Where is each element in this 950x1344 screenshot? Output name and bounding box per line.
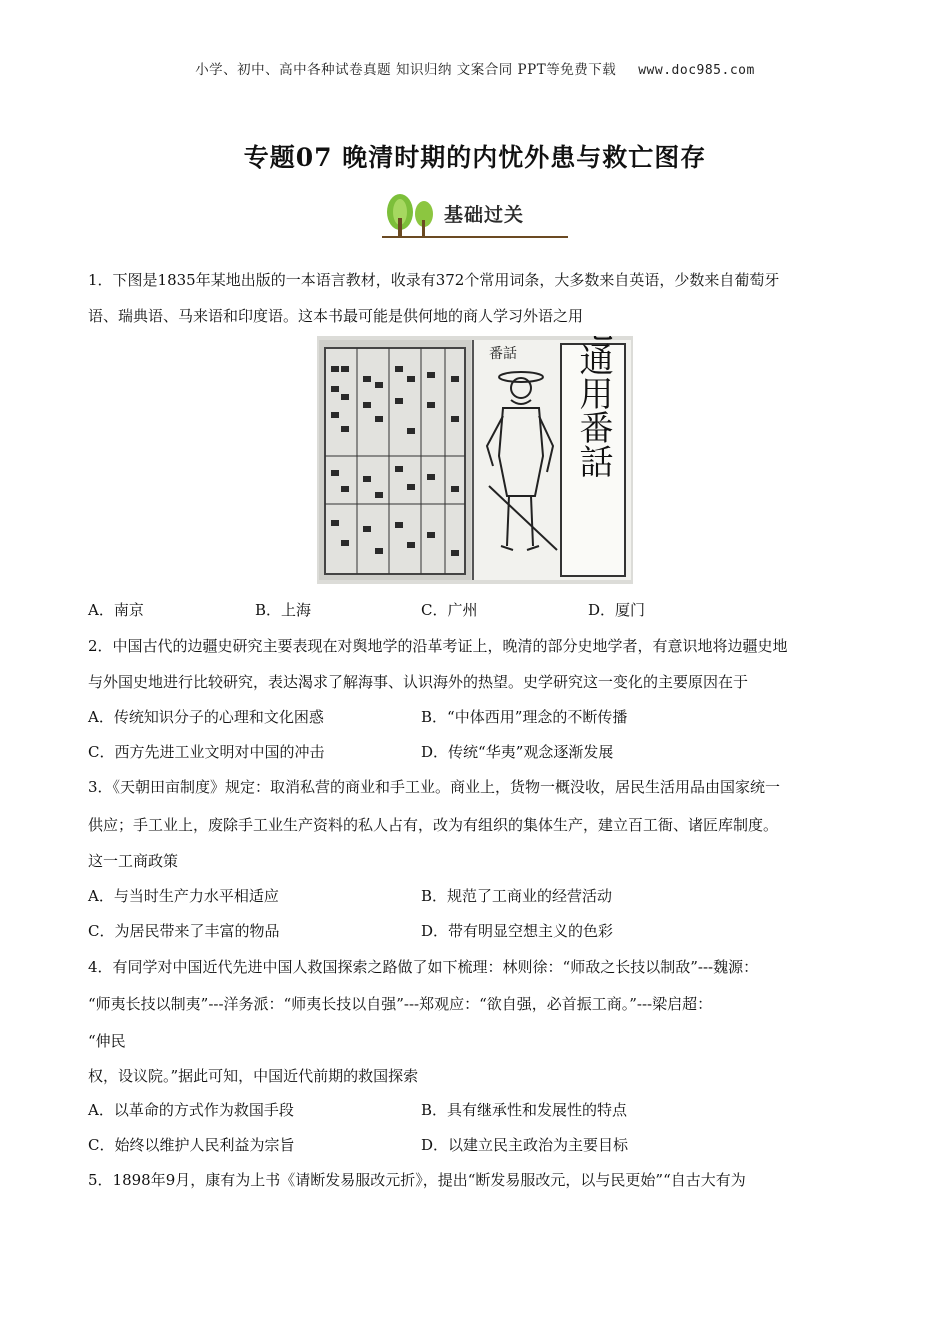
- question-4-line-1: 4．有同学对中国近代先进中国人救国探索之路做了如下梳理：林则徐：“师敌之长技以制敌”---魏源：: [88, 958, 759, 976]
- q2-option-d[interactable]: D．传统“华夷”观念逐渐发展: [421, 743, 614, 761]
- q1-option-a[interactable]: A．南京: [88, 601, 144, 619]
- q4-option-a[interactable]: A．以革命的方式作为救国手段: [88, 1101, 294, 1119]
- question-5-line-1: 5．1898年9月，康有为上书《请断发易服改元折》，提出“断发易服改元，以与民更始”“自古大有为: [88, 1171, 746, 1189]
- textbook-illustration: [317, 336, 633, 584]
- q3-option-a[interactable]: A．与当时生产力水平相适应: [88, 887, 279, 905]
- section-badge: [378, 190, 570, 242]
- q3-option-b[interactable]: B．规范了工商业的经营活动: [421, 887, 613, 905]
- question-4-line-3: “伸民: [88, 1032, 126, 1050]
- page-title: 专题07 晚清时期的内忧外患与救亡图存: [243, 143, 707, 172]
- q2-option-c[interactable]: C．西方先进工业文明对中国的冲击: [88, 743, 325, 761]
- question-4-line-2: “师夷长技以制夷”---洋务派：“师夷长技以自强”---郑观应：“欲自强，必首振工商。”---梁启超：: [88, 995, 713, 1013]
- header-text: 小学、初中、高中各种试卷真题 知识归纳 文案合同 PPT等免费下载: [195, 62, 617, 78]
- q4-option-b[interactable]: B．具有继承性和发展性的特点: [421, 1101, 628, 1119]
- q3-option-c[interactable]: C．为居民带来了丰富的物品: [88, 922, 280, 940]
- q4-option-c[interactable]: C．始终以维护人民利益为宗旨: [88, 1136, 295, 1154]
- page-header: [0, 58, 950, 78]
- question-1-line-1: 1．下图是1835年某地出版的一本语言教材，收录有372个常用词条，大多数来自英语，少数来自葡萄牙: [88, 271, 780, 289]
- question-4-line-4: 权，设议院。”据此可知，中国近代前期的救国探索: [88, 1067, 419, 1085]
- figure-side-label: 番話: [489, 346, 517, 362]
- question-3-line-2: 供应；手工业上，废除手工业生产资料的私人占有，改为有组织的集体生产，建立百工衙、诸匠库制度。: [88, 816, 779, 834]
- q1-option-d[interactable]: D．厦门: [588, 601, 646, 619]
- question-2-line-2: 与外国史地进行比较研究，表达渴求了解海事、认识海外的热望。史学研究这一变化的主要原因在于: [88, 673, 749, 691]
- q2-option-b[interactable]: B．“中体西用”理念的不断传播: [421, 708, 628, 726]
- q1-option-c[interactable]: C．广州: [421, 601, 478, 619]
- question-3-line-3: 这一工商政策: [88, 852, 179, 870]
- q2-option-a[interactable]: A．传统知识分子的心理和文化困惑: [88, 708, 324, 726]
- badge-label: 基础过关: [444, 204, 525, 226]
- question-3-line-1: 3．《天朝田亩制度》规定：取消私营的商业和手工业。商业上，货物一概没收，居民生活用品由国家统一: [88, 778, 781, 796]
- q4-option-d[interactable]: D．以建立民主政治为主要目标: [421, 1136, 629, 1154]
- q3-option-d[interactable]: D．带有明显空想主义的色彩: [421, 922, 614, 940]
- figure-book-title: 紅毛通用番話: [573, 336, 613, 478]
- textbook-figure: [317, 336, 633, 584]
- q1-option-b[interactable]: B．上海: [255, 601, 312, 619]
- header-site[interactable]: www.doc985.com: [638, 63, 755, 78]
- question-2-line-1: 2．中国古代的边疆史研究主要表现在对舆地学的沿革考证上，晚清的部分史地学者，有意识地将边疆史地: [88, 637, 788, 655]
- question-1-line-2: 语、瑞典语、马来语和印度语。这本书最可能是供何地的商人学习外语之用: [88, 307, 584, 325]
